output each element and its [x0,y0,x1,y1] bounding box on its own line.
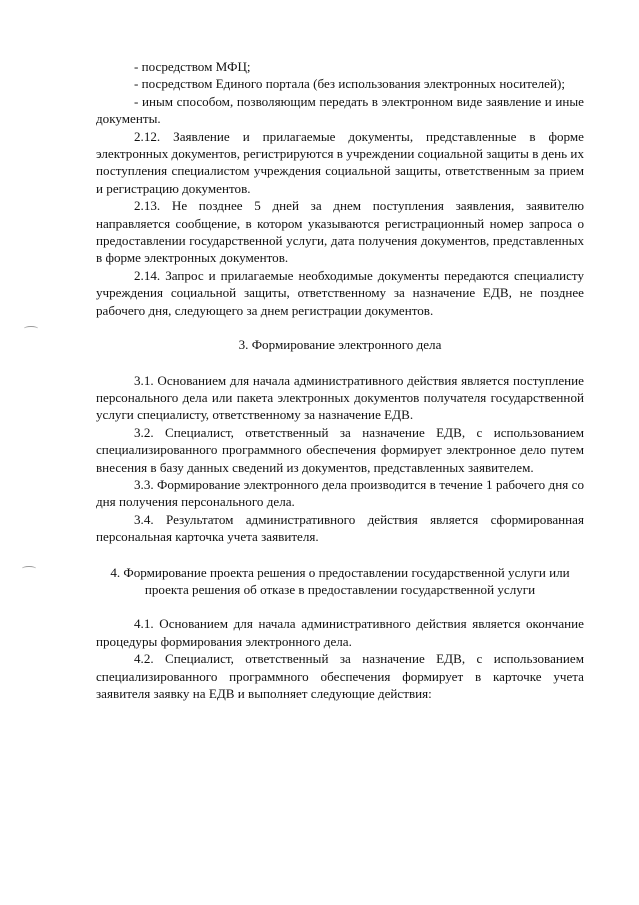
section-heading-4: 4. Формирование проекта решения о предоставлении государственной услуги или проекта решения об отказе в предоставлении государственной услуги [110,564,570,597]
bullet-item: - посредством МФЦ; [134,59,251,74]
paragraph-3-2: 3.2. Специалист, ответственный за назначение ЕДВ, с использованием специализированного программного обеспечения формирует электронное дело путем внесения в базу данных сведений из документов, представленных заявителем. [96,424,584,475]
document-body [96,58,584,702]
section-heading-3: 3. Формирование электронного дела [238,337,442,353]
paragraph-3-3: 3.3. Формирование электронного дела производится в течение 1 рабочего дня со дня получения персонального дела. [96,476,584,510]
bullet-item: - иным способом, позволяющим передать в электронном виде заявление и иные документы. [96,93,584,127]
paragraph-4-1: 4.1. Основанием для начала административного действия является окончание процедуры формирования электронного дела. [96,616,584,649]
paragraph-2-14: 2.14. Запрос и прилагаемые необходимые документы передаются специалисту учреждения социальной защиты, ответственному за назначение ЕДВ, не позднее рабочего дня, следующего за днем регистрации документов. [96,267,584,318]
paragraph-3-1: 3.1. Основанием для начала административного действия является поступление персонального дела или пакета электронных документов получателя государственной услуги специалисту, ответственному за назначение ЕДВ. [96,372,584,423]
scan-mark [24,326,38,331]
scan-mark [22,566,36,571]
paragraph-2-13: 2.13. Не позднее 5 дней за днем поступления заявления, заявителю направляется сообщение, в котором указываются регистрационный номер запроса о предоставлении государственной услуги, дата получения документов, представленных в форме электронных документов. [96,198,584,266]
bullet-item: - посредством Единого портала (без использования электронных носителей); [134,76,565,92]
paragraph-3-4: 3.4. Результатом административного действия является сформированная персональная карточка учета заявителя. [96,511,584,545]
paragraph-2-12: 2.12. Заявление и прилагаемые документы, представленные в форме электронных документов, регистрируются в учреждении социальной защиты в день их поступления специалистом учреждения социальной защиты, ответственным за прием и регистрацию документов. [96,128,584,196]
paragraph-4-2: 4.2. Специалист, ответственный за назначение ЕДВ, с использованием специализированного программного обеспечения формирует в карточке учета заявителя заявку на ЕДВ и выполняет следующие действия: [96,651,584,701]
